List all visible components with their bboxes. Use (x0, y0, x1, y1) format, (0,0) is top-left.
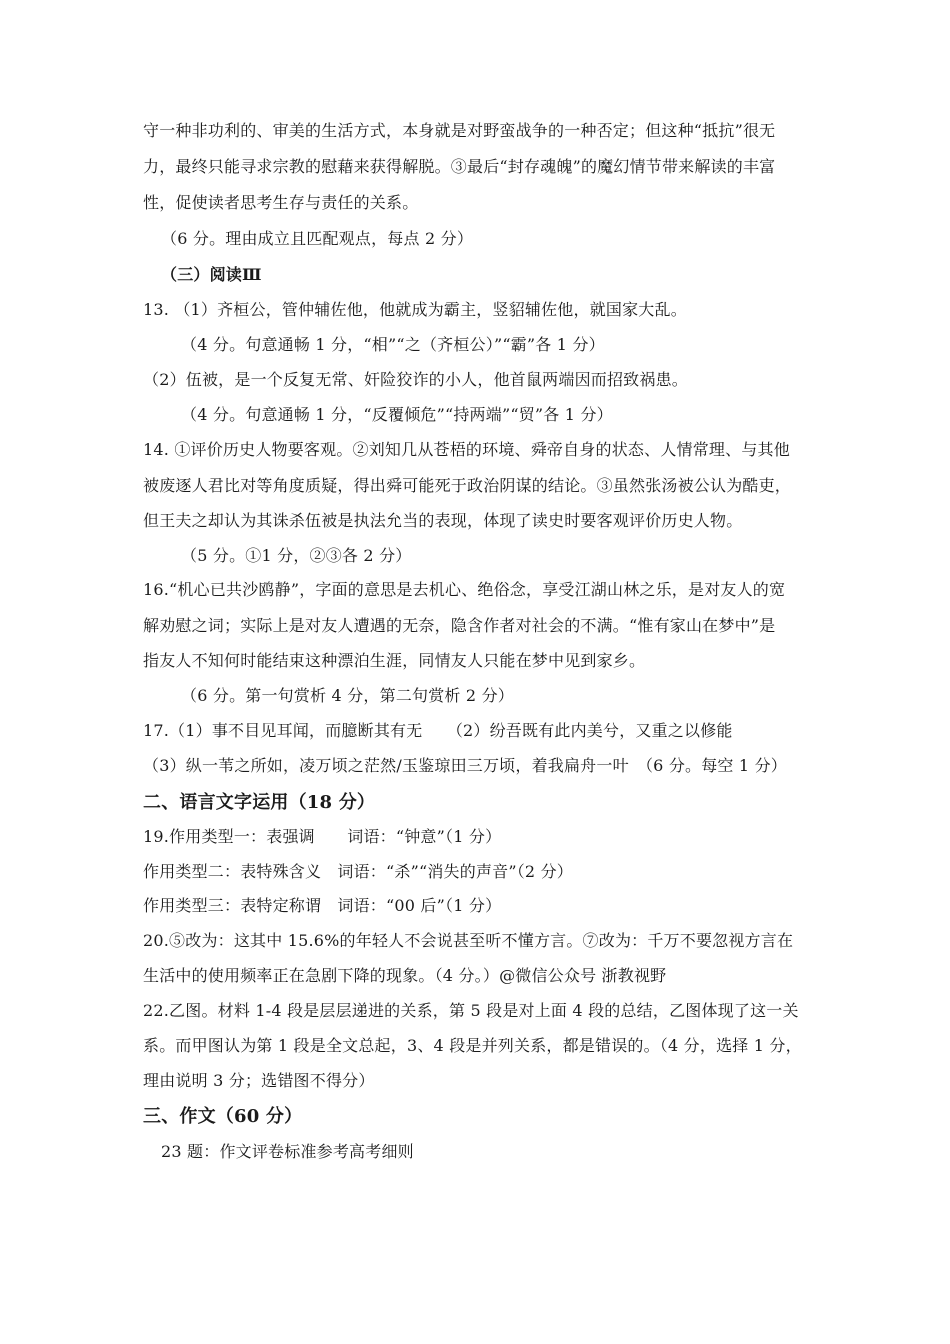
q14-line-1: 14. ①评价历史人物要客观。②刘知几从苍梧的环境、舜帝自身的状态、人情常理、与其他 (143, 440, 790, 459)
section-3-title: 三、作文（60 分） (143, 1106, 303, 1127)
q19-line-2: 作用类型二：表特殊含义 词语：“杀”“消失的声音”（2 分） (143, 862, 573, 881)
q14-line-2: 被废逐人君比对等角度质疑，得出舜可能死于政治阴谋的结论。③虽然张汤被公认为酷吏， (143, 476, 792, 495)
q19-line-1: 19.作用类型一：表强调 词语：“钟意”（1 分） (143, 827, 502, 846)
q14-line-3: 但王夫之却认为其诛杀伍被是执法允当的表现，体现了读史时要客观评价历史人物。 (143, 511, 743, 530)
section-2-title: 二、语言文字运用（18 分） (143, 792, 376, 813)
q22-line-2: 系。而甲图认为第 1 段是全文总起，3、4 段是并列关系，都是错误的。（4 分，选择 1 分， (143, 1036, 802, 1055)
q17-line-2: （3）纵一苇之所如，凌万顷之茫然/玉鉴琼田三万顷，着我扁舟一叶 （6 分。每空 1 分） (143, 756, 787, 775)
q12-answer-line-2: 力，最终只能寻求宗教的慰藉来获得解脱。③最后“封存魂魄”的魔幻情节带来解读的丰富 (143, 157, 776, 176)
q12-score-note: （6 分。理由成立且匹配观点，每点 2 分） (161, 229, 474, 248)
q13-part2-score: （4 分。句意通畅 1 分，“反覆倾危”“持两端”“贸”各 1 分） (181, 405, 613, 424)
q12-answer-line-1: 守一种非功利的、审美的生活方式，本身就是对野蛮战争的一种否定；但这种“抵抗”很无 (143, 121, 776, 140)
q17-line-1: 17.（1）事不目见耳闻，而臆断其有无 （2）纷吾既有此内美兮，又重之以修能 (143, 721, 733, 740)
q13-part1-score: （4 分。句意通畅 1 分，“相”“之（齐桓公）”“霸”各 1 分） (181, 335, 605, 354)
q13-part2: （2）伍被，是一个反复无常、奸险狡诈的小人，他首鼠两端因而招致祸患。 (143, 370, 688, 389)
q22-line-1: 22.乙图。材料 1-4 段是层层递进的关系，第 5 段是对上面 4 段的总结，乙图体现了这一关 (143, 1001, 799, 1020)
q12-answer-line-3: 性，促使读者思考生存与责任的关系。 (143, 193, 419, 212)
section-reading-3-title: （三）阅读Ⅲ (161, 265, 262, 284)
q13-part1: 13. （1）齐桓公，管仲辅佐他，他就成为霸主，竖貂辅佐他，就国家大乱。 (143, 300, 687, 319)
q14-score: （5 分。①1 分，②③各 2 分） (181, 546, 412, 565)
q16-line-3: 指友人不知何时能结束这种漂泊生涯，同情友人只能在梦中见到家乡。 (143, 651, 646, 670)
q19-line-3: 作用类型三：表特定称谓 词语：“00 后”（1 分） (143, 896, 502, 915)
q16-line-1: 16.“机心已共沙鸥静”，字面的意思是去机心、绝俗念，享受江湖山林之乐，是对友人的宽 (143, 580, 786, 599)
q16-score: （6 分。第一句赏析 4 分，第二句赏析 2 分） (181, 686, 514, 705)
q23-line-1: 23 题：作文评卷标准参考高考细则 (161, 1142, 414, 1161)
q16-line-2: 解劝慰之词；实际上是对友人遭遇的无奈，隐含作者对社会的不满。“惟有家山在梦中”是 (143, 616, 776, 635)
q20-line-1: 20.⑤改为：这其中 15.6%的年轻人不会说甚至听不懂方言。⑦改为：千万不要忽视方言在 (143, 931, 794, 950)
q20-line-2: 生活中的使用频率正在急剧下降的现象。（4 分。）@微信公众号 浙教视野 (143, 966, 667, 985)
q22-line-3: 理由说明 3 分；选错图不得分） (143, 1071, 375, 1090)
